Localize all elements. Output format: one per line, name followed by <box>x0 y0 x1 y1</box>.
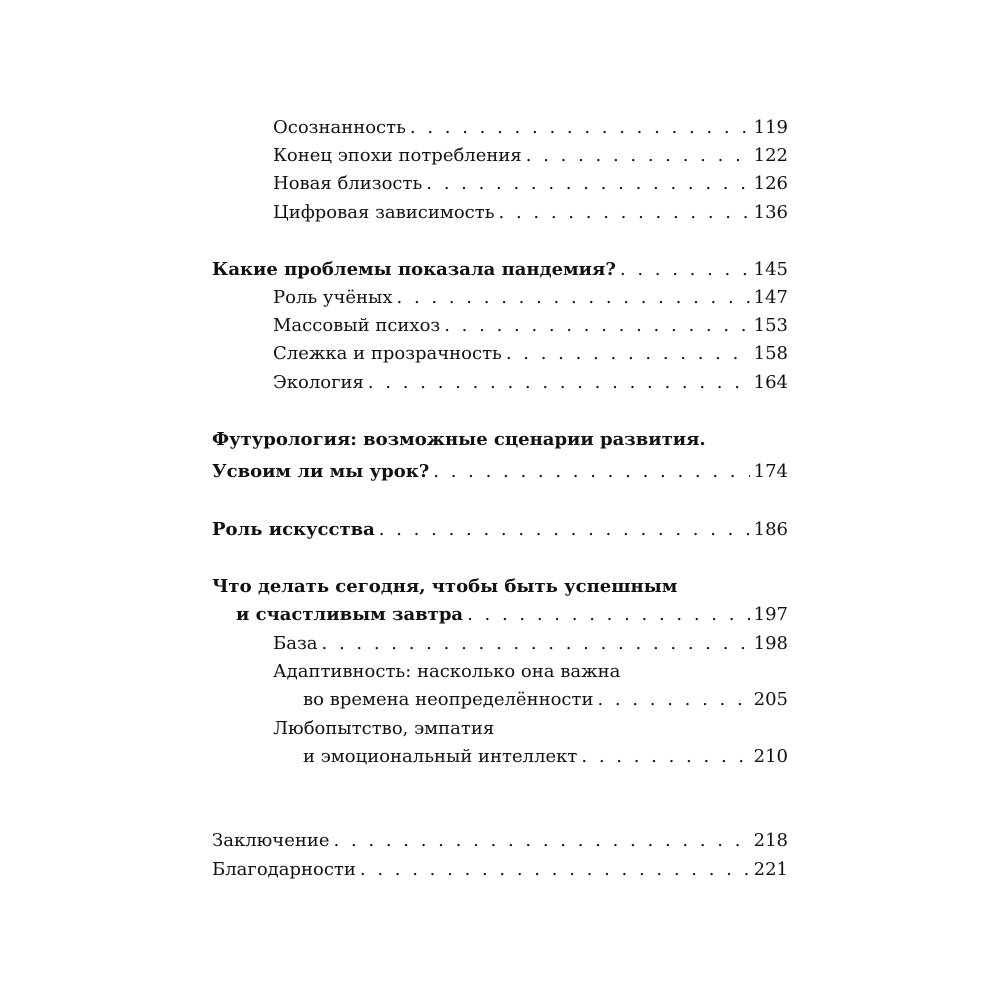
toc-chapter-title: Какие проблемы показала пандемия? <box>212 259 616 280</box>
toc-entry <box>212 170 788 198</box>
leader-dots <box>526 142 750 170</box>
toc-entry-page: 136 <box>753 202 788 223</box>
toc-entry-title: Слежка и прозрачность <box>273 343 502 364</box>
toc-chapter-title-continued: Усвоим ли мы урок? <box>212 461 430 482</box>
toc-entry <box>212 369 788 397</box>
toc-entry <box>212 340 788 368</box>
toc-entry-title: База <box>273 633 318 654</box>
leader-dots <box>506 340 750 368</box>
toc-chapter <box>212 256 788 284</box>
toc-entry-title: Конец эпохи потребления <box>273 145 522 166</box>
toc-entry <box>212 312 788 340</box>
toc-entry <box>212 142 788 170</box>
toc-chapter-title-continued: и счастливым завтра <box>236 604 464 625</box>
toc-entry-page: 126 <box>753 173 788 194</box>
toc-chapter-page: 197 <box>753 604 788 625</box>
toc-entry-page: 210 <box>753 746 788 767</box>
toc-entry-line1 <box>212 658 788 686</box>
toc-chapter-title: Футурология: возможные сценарии развития. <box>212 429 706 450</box>
toc-entry <box>212 199 788 227</box>
leader-dots <box>360 856 750 884</box>
toc-chapter-page: 186 <box>753 519 788 540</box>
table-of-contents <box>212 0 788 1000</box>
leader-dots <box>433 458 749 486</box>
leader-dots <box>581 743 749 771</box>
toc-entry-title: Экология <box>273 372 364 393</box>
toc-entry-title: Цифровая зависимость <box>273 202 495 223</box>
toc-entry-title: Массовый психоз <box>273 315 441 336</box>
toc-entry <box>212 827 788 855</box>
toc-entry-page: 218 <box>753 830 788 851</box>
toc-entry <box>212 114 788 142</box>
toc-entry-title: Осознанность <box>273 117 406 138</box>
leader-dots <box>620 256 750 284</box>
toc-entry-title-continued: во времена неопределённости <box>303 689 594 710</box>
toc-entry-title-continued: и эмоциональный интеллект <box>303 746 578 767</box>
toc-entry-page: 221 <box>753 859 788 880</box>
toc-chapter-title: Роль искусства <box>212 519 375 540</box>
leader-dots <box>410 114 750 142</box>
toc-chapter-page: 174 <box>753 461 788 482</box>
toc-entry <box>212 856 788 884</box>
leader-dots <box>322 630 750 658</box>
toc-entry-title: Заключение <box>212 830 330 851</box>
leader-dots <box>368 369 750 397</box>
toc-chapter <box>212 516 788 544</box>
toc-chapter-title: Что делать сегодня, чтобы быть успешным <box>212 576 678 597</box>
toc-entry-page: 164 <box>753 372 788 393</box>
leader-dots <box>379 516 750 544</box>
toc-chapter-page: 145 <box>753 259 788 280</box>
leader-dots <box>444 312 749 340</box>
toc-entry-title: Роль учёных <box>273 287 393 308</box>
toc-entry-page: 153 <box>753 315 788 336</box>
toc-entry-line1 <box>212 715 788 743</box>
leader-dots <box>467 601 750 629</box>
toc-entry <box>212 630 788 658</box>
toc-entry-page: 198 <box>753 633 788 654</box>
toc-entry <box>212 284 788 312</box>
toc-entry-title: Благодарности <box>212 859 356 880</box>
toc-entry <box>212 743 788 771</box>
toc-chapter <box>212 601 788 629</box>
toc-chapter-line1 <box>212 426 788 454</box>
toc-chapter <box>212 458 788 486</box>
toc-chapter-line1 <box>212 573 788 601</box>
toc-entry-page: 158 <box>753 343 788 364</box>
leader-dots <box>597 686 749 714</box>
toc-entry-page: 147 <box>753 287 788 308</box>
toc-entry-title: Любопытство, эмпатия <box>273 718 495 739</box>
leader-dots <box>426 170 749 198</box>
toc-entry-title: Адаптивность: насколько она важна <box>273 661 621 682</box>
toc-entry <box>212 686 788 714</box>
toc-entry-title: Новая близость <box>273 173 423 194</box>
toc-entry-page: 119 <box>753 117 788 138</box>
toc-entry-page: 205 <box>753 689 788 710</box>
leader-dots <box>397 284 750 312</box>
toc-entry-page: 122 <box>753 145 788 166</box>
leader-dots <box>334 827 750 855</box>
leader-dots <box>499 199 750 227</box>
